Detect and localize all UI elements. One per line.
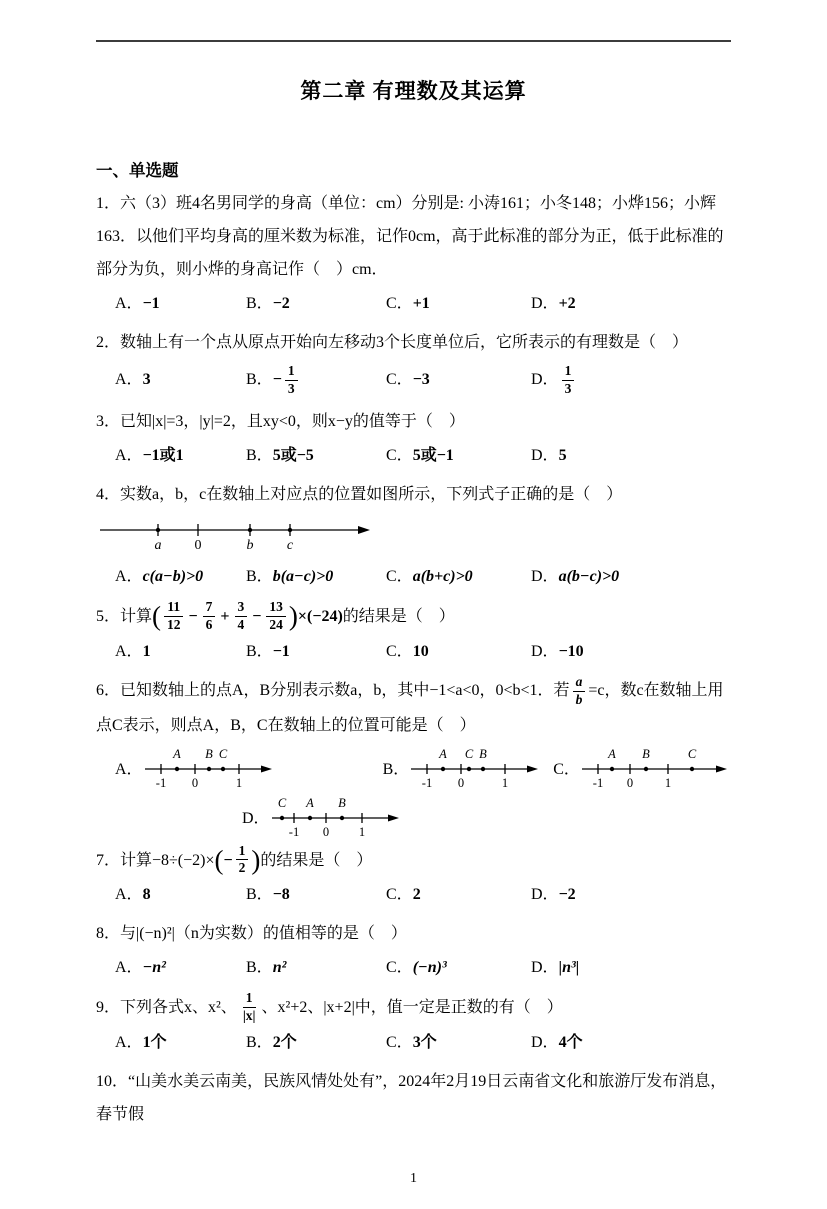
option-value: −1 bbox=[142, 295, 160, 312]
option-label: D． bbox=[531, 447, 559, 464]
option-value: +2 bbox=[558, 295, 576, 312]
point-label: B bbox=[642, 746, 650, 761]
fraction-denominator: 3 bbox=[287, 380, 295, 396]
point-label: A bbox=[172, 746, 181, 761]
q8-option-d bbox=[531, 951, 731, 985]
option-value: 8 bbox=[142, 886, 151, 904]
option-value: 10 bbox=[412, 642, 429, 660]
tick-label: 0 bbox=[626, 775, 634, 790]
tick-label: 0 bbox=[322, 824, 329, 839]
q7-option-d bbox=[531, 878, 731, 912]
left-paren: ( bbox=[152, 600, 162, 631]
fraction bbox=[562, 363, 575, 398]
q4-numberline bbox=[98, 515, 373, 553]
stem-text: 的结果是（ ） bbox=[260, 851, 373, 869]
stem-text: =c，数c在数轴上用点C表示，则点A，B，C在数轴上的位置可能是（ ） bbox=[96, 681, 724, 734]
tick-label: -1 bbox=[155, 775, 166, 790]
question-10-stem: 10．“山美水美云南美，民族风情处处有”，2024年2月19日云南省文化和旅游厅发布消息，春节假 bbox=[96, 1073, 727, 1123]
fraction-denominator: 12 bbox=[167, 616, 181, 632]
origin-label: 0 bbox=[194, 538, 202, 553]
point-label: A bbox=[305, 795, 314, 810]
option-label: A． bbox=[115, 371, 143, 388]
q1-option-d bbox=[531, 287, 731, 321]
question-2-options bbox=[96, 360, 731, 400]
question-5-options bbox=[96, 635, 731, 669]
fraction-denominator: 2 bbox=[238, 860, 246, 876]
point-label: B bbox=[337, 795, 346, 810]
question-7-options bbox=[96, 878, 731, 912]
stem-text: 5．计算 bbox=[96, 607, 153, 625]
option-value: −2 bbox=[558, 886, 576, 904]
q1-option-b bbox=[246, 287, 386, 321]
question-8-stem: 8．与|(−n)²|（n为实数）的值相等的是（ ） bbox=[96, 925, 407, 943]
option-value: −1 bbox=[272, 642, 290, 660]
option-label: A． bbox=[115, 295, 143, 312]
q6-option-a-numberline bbox=[143, 745, 275, 791]
fraction-numerator: 1 bbox=[562, 363, 575, 381]
option-value: 4个 bbox=[558, 1034, 583, 1051]
question-3-options bbox=[96, 439, 731, 473]
q9-option-b bbox=[246, 1026, 386, 1060]
fraction-denominator: 4 bbox=[237, 616, 245, 632]
operator: − bbox=[188, 607, 198, 625]
question-3 bbox=[96, 405, 731, 473]
option-value: 3个 bbox=[412, 1034, 437, 1051]
fraction bbox=[203, 599, 216, 634]
stem-text: 9．下列各式x、x²、 bbox=[96, 999, 237, 1017]
option-value: |n³| bbox=[558, 959, 580, 977]
tick-label: 1 bbox=[235, 775, 242, 790]
q5-option-b bbox=[246, 635, 386, 669]
page-number: 1 bbox=[410, 1171, 417, 1186]
option-value: −10 bbox=[558, 642, 584, 660]
tick-label: -1 bbox=[288, 824, 299, 839]
option-label: A． bbox=[115, 568, 143, 585]
q7-option-a bbox=[115, 878, 246, 912]
fraction-numerator: 1 bbox=[236, 843, 249, 861]
q9-option-a bbox=[115, 1026, 246, 1060]
operator: − bbox=[252, 607, 262, 625]
tick-label: -1 bbox=[592, 775, 604, 790]
q2-option-a bbox=[115, 360, 246, 400]
q1-option-a bbox=[115, 287, 246, 321]
option-value: 2 bbox=[412, 886, 421, 904]
minus-sign: − bbox=[223, 851, 233, 869]
q5-option-a bbox=[115, 635, 246, 669]
option-value: 5或−5 bbox=[272, 447, 314, 464]
question-4-options bbox=[96, 560, 731, 594]
q5-option-c bbox=[386, 635, 531, 669]
section-heading: 一、单选题 bbox=[96, 161, 179, 180]
q1-option-c bbox=[386, 287, 531, 321]
fraction bbox=[240, 990, 259, 1025]
option-value: −3 bbox=[412, 371, 430, 388]
point-label: C bbox=[277, 795, 286, 810]
point-label: A bbox=[439, 746, 448, 761]
q7-option-c bbox=[386, 878, 531, 912]
point-label: B bbox=[479, 746, 488, 761]
question-5 bbox=[96, 599, 731, 669]
fraction-denominator: 24 bbox=[269, 616, 283, 632]
option-value: n² bbox=[272, 959, 287, 977]
fraction-denominator: b bbox=[575, 691, 583, 707]
fraction-numerator: a bbox=[573, 674, 586, 692]
option-label: B． bbox=[246, 886, 273, 904]
q3-option-c bbox=[386, 439, 531, 473]
document-page bbox=[0, 40, 827, 1131]
fraction-numerator: 1 bbox=[285, 363, 298, 381]
option-value: 1 bbox=[142, 642, 151, 660]
question-9-stem bbox=[96, 990, 731, 1025]
q4-option-b bbox=[246, 560, 386, 594]
question-7-stem bbox=[96, 843, 731, 878]
q6-option-d-numberline bbox=[270, 794, 402, 840]
question-9 bbox=[96, 990, 731, 1060]
tick-label: 0 bbox=[191, 775, 198, 790]
option-label: D． bbox=[531, 959, 559, 977]
right-paren: ) bbox=[288, 600, 298, 631]
option-label: B． bbox=[246, 371, 273, 388]
question-1-options bbox=[96, 287, 731, 321]
fraction bbox=[236, 843, 249, 878]
point-label: C bbox=[687, 746, 697, 761]
question-9-options bbox=[96, 1026, 731, 1060]
page-title: 第二章 有理数及其运算 bbox=[300, 79, 527, 103]
stem-text: 7．计算−8÷(−2)× bbox=[96, 851, 215, 869]
option-label: B． bbox=[246, 447, 273, 464]
q6-option-d bbox=[242, 794, 402, 840]
question-2 bbox=[96, 326, 731, 400]
question-4-stem: 4．实数a，b，c在数轴上对应点的位置如图所示，下列式子正确的是（ ） bbox=[96, 486, 623, 503]
q2-option-c bbox=[386, 360, 531, 400]
fraction-numerator: 1 bbox=[243, 990, 256, 1008]
minus-sign: − bbox=[272, 371, 282, 388]
option-label: B． bbox=[246, 568, 273, 585]
q2-option-b bbox=[246, 360, 386, 400]
tick-label: 1 bbox=[502, 775, 509, 790]
tick-label: 1 bbox=[664, 775, 672, 790]
header-rule bbox=[96, 40, 731, 42]
option-label: D． bbox=[531, 295, 559, 312]
q2-option-d bbox=[531, 360, 731, 400]
stem-text: 6．已知数轴上的点A，B分别表示数a，b，其中−1<a<0，0<b<1．若 bbox=[96, 681, 570, 699]
fraction-denominator: |x| bbox=[242, 1008, 256, 1024]
q3-option-d bbox=[531, 439, 731, 473]
option-value: a(b+c)>0 bbox=[412, 568, 473, 585]
option-label: B． bbox=[246, 959, 273, 977]
point-label: C bbox=[218, 746, 227, 761]
option-value: +1 bbox=[412, 295, 430, 312]
option-label: A． bbox=[115, 447, 143, 464]
q9-option-c bbox=[386, 1026, 531, 1060]
fraction-denominator: 6 bbox=[205, 616, 213, 632]
q6-option-b bbox=[383, 745, 542, 791]
option-label: A． bbox=[115, 886, 143, 904]
option-label: C． bbox=[386, 642, 413, 660]
fraction bbox=[164, 599, 184, 634]
option-label: D． bbox=[531, 886, 559, 904]
q4-option-c bbox=[386, 560, 531, 594]
q7-option-b bbox=[246, 878, 386, 912]
option-label: C． bbox=[386, 886, 413, 904]
option-value: 5或−1 bbox=[412, 447, 454, 464]
question-8-options bbox=[96, 951, 731, 985]
question-6-options-row-2 bbox=[96, 794, 731, 840]
option-value: a(b−c)>0 bbox=[558, 568, 620, 585]
fraction bbox=[266, 599, 286, 634]
fraction-denominator: 3 bbox=[564, 380, 572, 396]
q5-option-d bbox=[531, 635, 731, 669]
fraction bbox=[285, 363, 298, 398]
multiplier: ×(−24) bbox=[297, 607, 343, 625]
point-label-b: b bbox=[246, 538, 254, 553]
point-label-a: a bbox=[154, 538, 162, 553]
q6-option-c bbox=[553, 745, 730, 791]
option-label: D． bbox=[531, 1034, 559, 1051]
option-value: (−n)³ bbox=[412, 959, 447, 977]
option-value: −8 bbox=[272, 886, 290, 904]
fraction-numerator: 11 bbox=[164, 599, 183, 617]
q8-option-c bbox=[386, 951, 531, 985]
option-value: 5 bbox=[558, 447, 567, 464]
q9-option-d bbox=[531, 1026, 731, 1060]
q4-option-a bbox=[115, 560, 246, 594]
question-6 bbox=[96, 674, 731, 840]
option-value: −n² bbox=[142, 959, 166, 977]
option-label: B． bbox=[246, 642, 273, 660]
point-label: C bbox=[465, 746, 474, 761]
option-label: B． bbox=[246, 295, 273, 312]
option-label: B． bbox=[382, 761, 410, 778]
question-1 bbox=[96, 187, 731, 321]
option-label: A． bbox=[115, 642, 143, 660]
q8-option-a bbox=[115, 951, 246, 985]
option-label: C． bbox=[553, 761, 580, 778]
operator: + bbox=[220, 607, 230, 625]
question-6-options-row-1 bbox=[96, 745, 731, 791]
question-3-stem: 3．已知|x|=3，|y|=2，且xy<0，则x−y的值等于（ ） bbox=[96, 413, 465, 430]
option-label: A． bbox=[115, 959, 143, 977]
q6-option-c-numberline bbox=[580, 745, 730, 791]
point-label: A bbox=[608, 746, 616, 761]
option-value: c(a−b)>0 bbox=[142, 568, 204, 585]
option-label: D． bbox=[531, 371, 559, 388]
left-paren: ( bbox=[214, 844, 224, 875]
point-label: B bbox=[204, 746, 213, 761]
option-value: 1个 bbox=[142, 1034, 167, 1051]
question-4 bbox=[96, 478, 731, 594]
option-value: 3 bbox=[142, 371, 151, 388]
option-label: C． bbox=[386, 447, 413, 464]
option-label: C． bbox=[386, 1034, 413, 1051]
option-label: C． bbox=[386, 295, 413, 312]
stem-text: 的结果是（ ） bbox=[342, 607, 455, 625]
fraction-numerator: 7 bbox=[203, 599, 216, 617]
question-1-stem: 1．六（3）班4名男同学的身高（单位：cm）分别是: 小涛161；小冬148；小烨156；小辉163．以他们平均身高的厘米数为标准，记作0cm，高于此标准的部分为正，低于此标准的部分为负，则小烨的身高记作（ ）cm． bbox=[96, 195, 724, 278]
tick-label: 0 bbox=[458, 775, 465, 790]
q8-option-b bbox=[246, 951, 386, 985]
question-8 bbox=[96, 917, 731, 985]
q3-option-b bbox=[246, 439, 386, 473]
q4-figure bbox=[96, 515, 731, 558]
option-value: −1或1 bbox=[142, 447, 184, 464]
question-2-stem: 2．数轴上有一个点从原点开始向左移动3个长度单位后，它所表示的有理数是（ ） bbox=[96, 334, 689, 351]
option-value: 2个 bbox=[272, 1034, 297, 1051]
option-value: b(a−c)>0 bbox=[272, 568, 334, 585]
option-label: D． bbox=[531, 568, 559, 585]
q6-option-a bbox=[115, 745, 275, 791]
question-5-stem bbox=[96, 599, 731, 634]
q3-option-a bbox=[115, 439, 246, 473]
question-7 bbox=[96, 843, 731, 913]
option-label: B． bbox=[246, 1034, 273, 1051]
option-value: −2 bbox=[272, 295, 290, 312]
tick-label: 1 bbox=[358, 824, 365, 839]
q4-option-d bbox=[531, 560, 731, 594]
fraction bbox=[235, 599, 248, 634]
fraction-a-over-b bbox=[573, 674, 586, 709]
question-6-stem bbox=[96, 674, 731, 742]
question-10 bbox=[96, 1065, 731, 1131]
option-label: A． bbox=[115, 761, 143, 778]
option-label: C． bbox=[386, 371, 413, 388]
option-label: C． bbox=[386, 959, 413, 977]
q6-option-b-numberline bbox=[409, 745, 541, 791]
option-label: A． bbox=[115, 1034, 143, 1051]
right-paren: ) bbox=[251, 844, 261, 875]
point-label-c: c bbox=[286, 538, 294, 553]
tick-label: -1 bbox=[422, 775, 433, 790]
stem-text: 、x²+2、|x+2|中，值一定是正数的有（ ） bbox=[261, 999, 563, 1017]
option-label: D． bbox=[242, 810, 270, 827]
option-label: D． bbox=[531, 642, 559, 660]
fraction-numerator: 3 bbox=[235, 599, 248, 617]
fraction-numerator: 13 bbox=[266, 599, 286, 617]
option-label: C． bbox=[386, 568, 413, 585]
